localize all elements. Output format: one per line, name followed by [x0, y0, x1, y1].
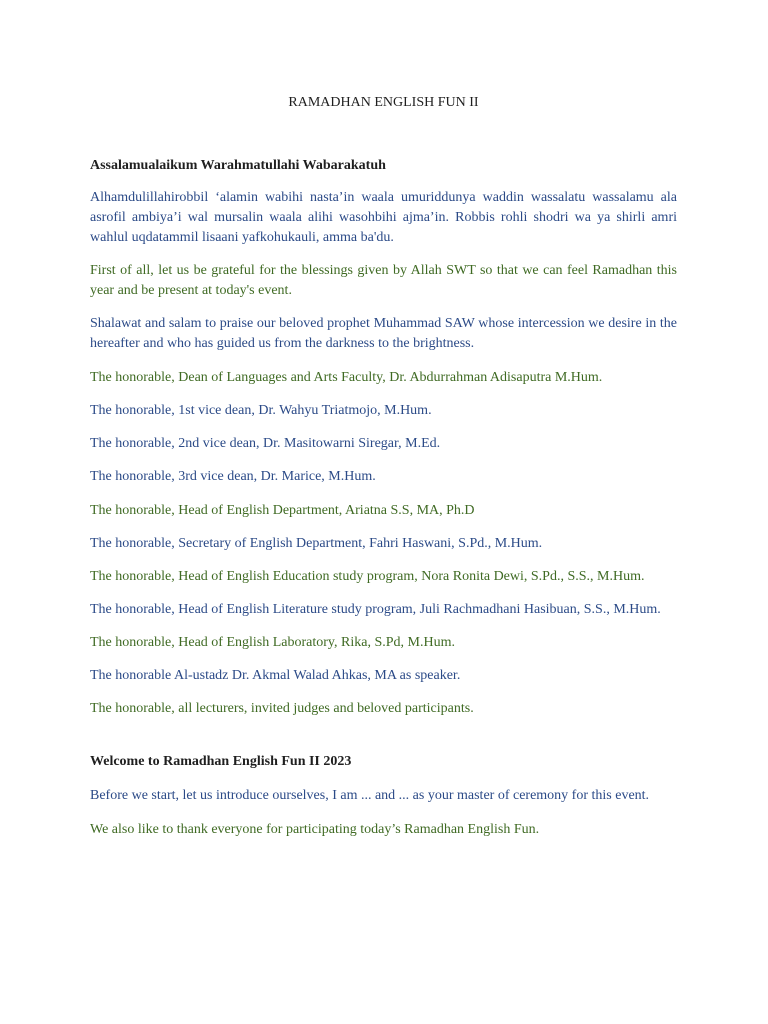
welcome-heading: Welcome to Ramadhan English Fun II 2023 — [90, 754, 352, 769]
opening-paragraph-2: First of all, let us be grateful for the blessings given by Allah SWT so that we can feel Ramadhan this year and be present at today's event. — [90, 263, 677, 298]
honorable-item: The honorable, 3rd vice dean, Dr. Marice, M.Hum. — [90, 469, 376, 484]
honorable-item: The honorable, all lecturers, invited judges and beloved participants. — [90, 701, 474, 716]
salutation: Assalamualaikum Warahmatullahi Wabarakatuh — [90, 158, 386, 173]
honorable-item: The honorable, Dean of Languages and Arts Faculty, Dr. Abdurrahman Adisaputra M.Hum. — [90, 370, 603, 385]
honorable-item: The honorable, Head of English Department, Ariatna S.S, MA, Ph.D — [90, 503, 475, 518]
honorable-item: The honorable, Head of English Education study program, Nora Ronita Dewi, S.Pd., S.S., M.Hum. — [90, 569, 645, 584]
opening-paragraph-1: Alhamdulillahirobbil ‘alamin wabihi nasta’in waala umuriddunya waddin wassalatu wassalamu ala asrofil ambiya’i wal mursalin waala alihi wasohbihi ajma’in. Robbis rohli shodri wa ya shirli amri wahlul uqdatammil lisaani yafkohukauli, amma ba'du. — [90, 190, 677, 245]
closing-paragraph-1: Before we start, let us introduce ourselves, I am ... and ... as your master of ceremony for this event. — [90, 788, 650, 803]
opening-paragraph-3: Shalawat and salam to praise our beloved prophet Muhammad SAW whose intercession we desire in the hereafter and who has guided us from the darkness to the brightness. — [90, 316, 677, 351]
honorable-item: The honorable, Secretary of English Department, Fahri Haswani, S.Pd., M.Hum. — [90, 536, 543, 551]
document-title: RAMADHAN ENGLISH FUN II — [288, 95, 479, 110]
closing-paragraph-2: We also like to thank everyone for participating today’s Ramadhan English Fun. — [90, 822, 540, 837]
honorable-item: The honorable, Head of English Laboratory, Rika, S.Pd, M.Hum. — [90, 635, 455, 650]
honorable-item: The honorable, Head of English Literature study program, Juli Rachmadhani Hasibuan, S.S., M.Hum. — [90, 602, 661, 617]
honorable-item: The honorable, 1st vice dean, Dr. Wahyu Triatmojo, M.Hum. — [90, 403, 432, 418]
honorable-item: The honorable Al-ustadz Dr. Akmal Walad Ahkas, MA as speaker. — [90, 668, 461, 683]
honorable-item: The honorable, 2nd vice dean, Dr. Masitowarni Siregar, M.Ed. — [90, 436, 441, 451]
